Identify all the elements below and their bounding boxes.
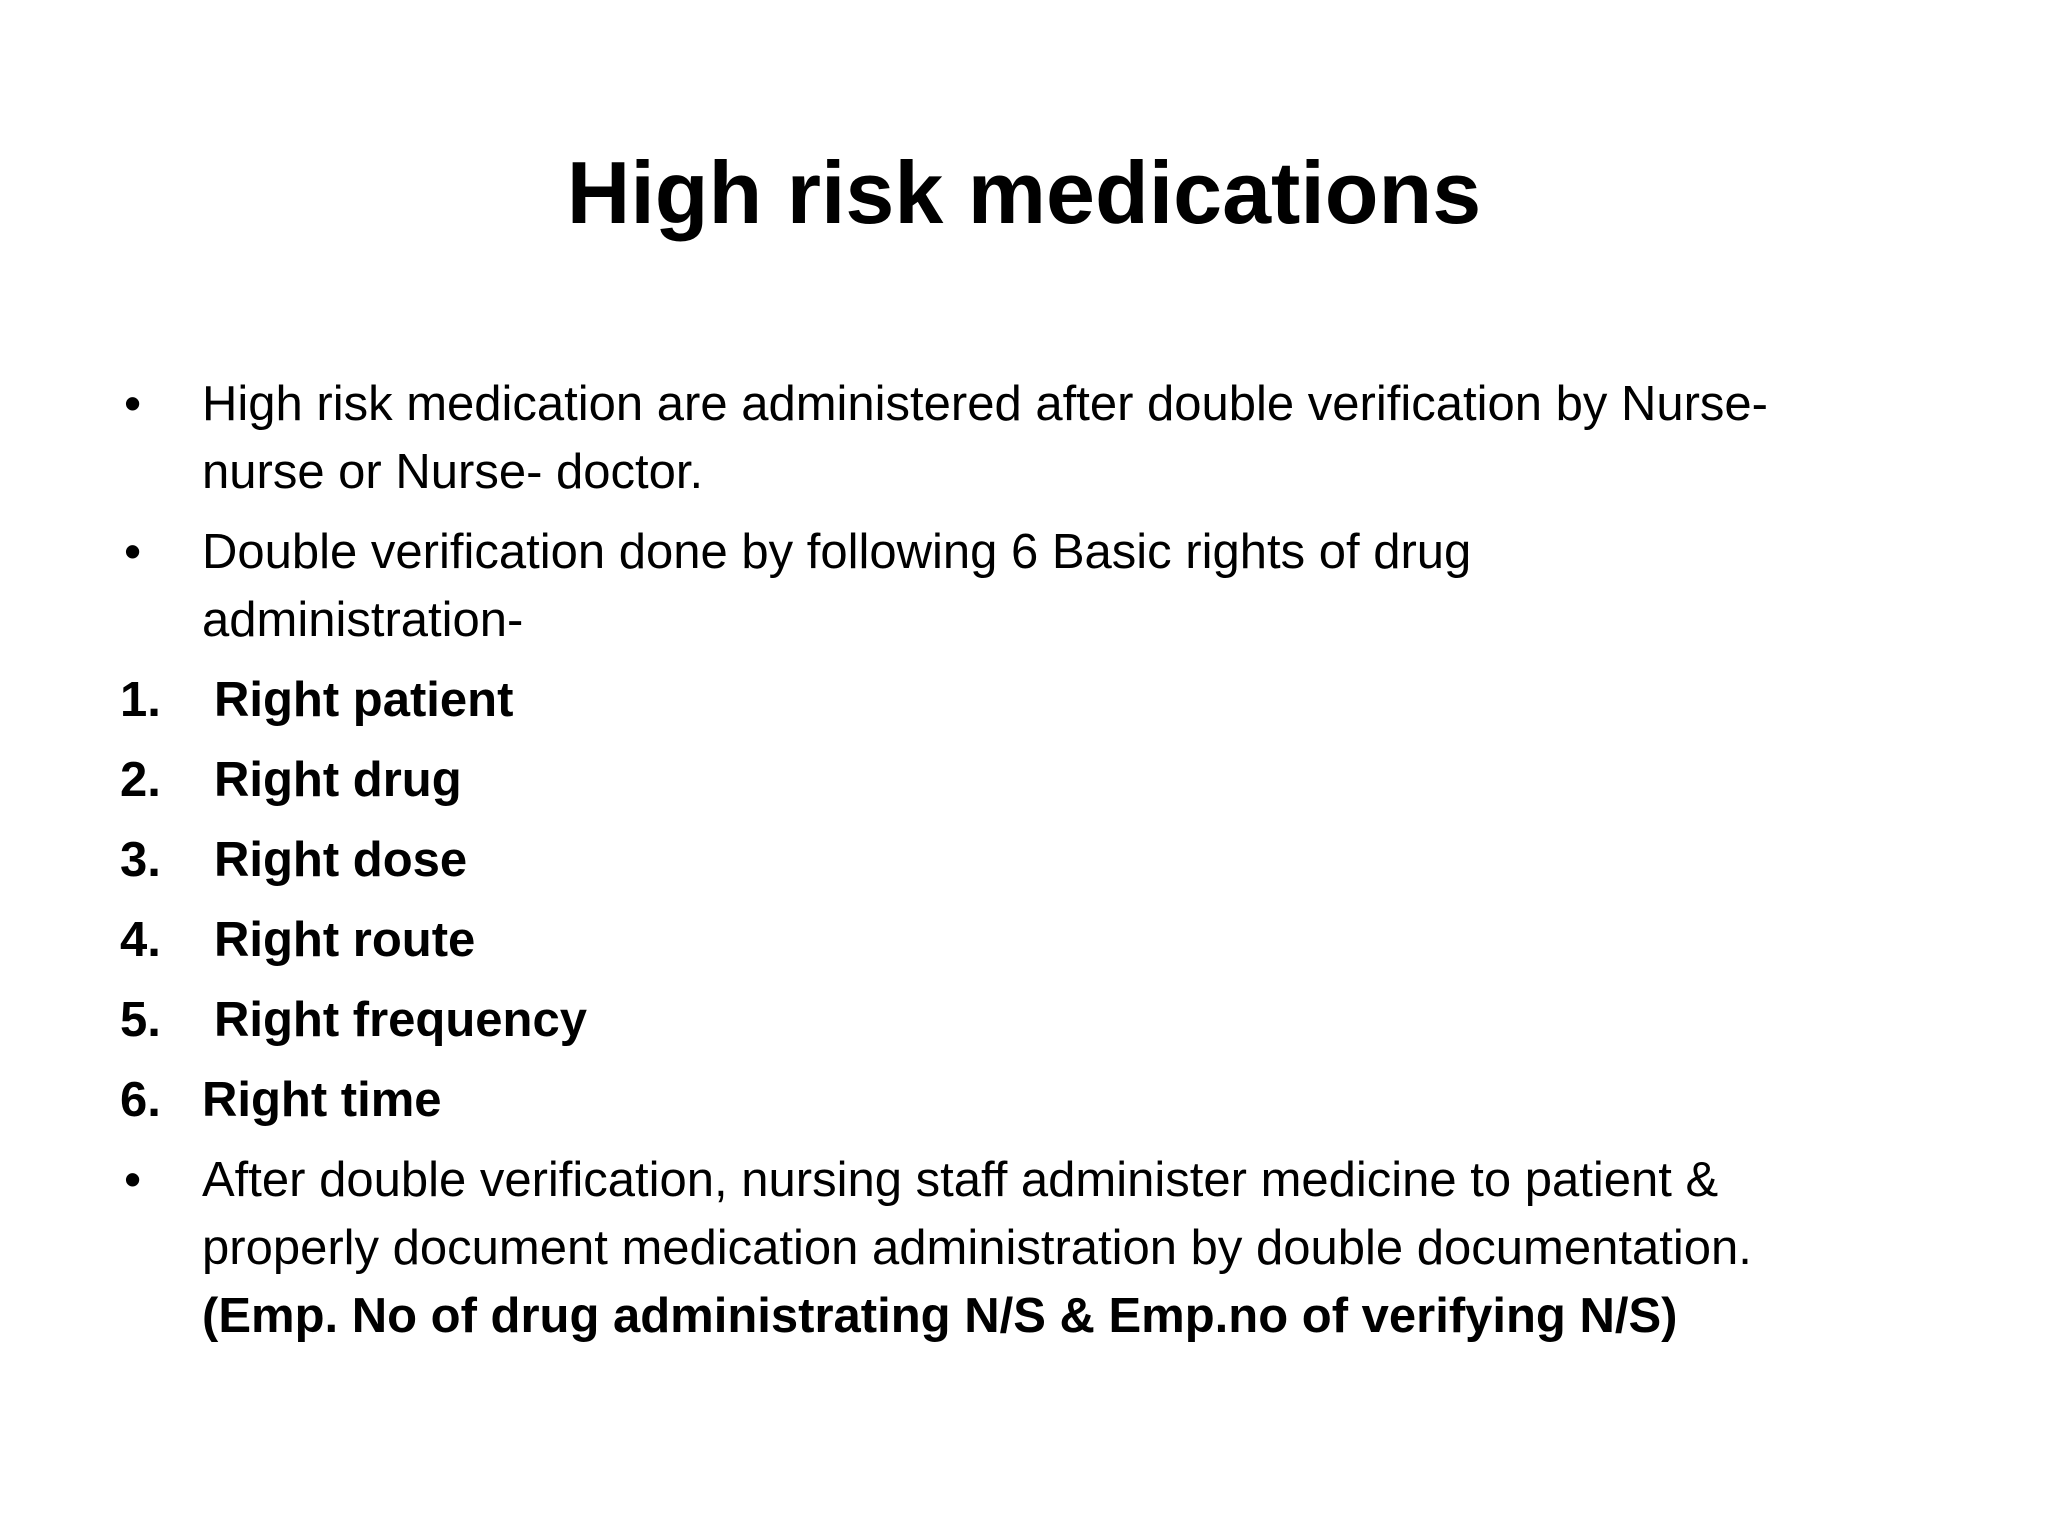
rights-list-item	[120, 906, 1980, 974]
bullet-text-line: properly document medication administration by double documentation.	[202, 1221, 1752, 1275]
right-label: Right frequency	[214, 993, 587, 1047]
right-label: Right route	[214, 913, 476, 967]
bullet-marker: •	[124, 377, 142, 431]
bullet-marker: •	[124, 1153, 142, 1207]
list-number: 2.	[120, 753, 161, 807]
rights-list-item	[120, 666, 1980, 734]
slide-title: High risk medications	[566, 143, 1482, 242]
list-number: 1.	[120, 673, 161, 727]
bullet-item-basic-rights	[120, 518, 1980, 654]
bullet-text-line: After double verification, nursing staff administer medicine to patient &	[202, 1153, 1719, 1207]
bullet-text-line: Double verification done by following 6 Basic rights of drug	[202, 525, 1472, 579]
bullet-item-documentation	[120, 1146, 1980, 1350]
list-number: 6.	[120, 1073, 161, 1127]
rights-list-item	[120, 826, 1980, 894]
right-label: Right dose	[214, 833, 468, 887]
bullet-text-line: nurse or Nurse- doctor.	[202, 445, 704, 499]
right-label: Right patient	[214, 673, 514, 727]
bullet-text-line: administration-	[202, 593, 524, 647]
right-label: Right drug	[214, 753, 462, 807]
list-number: 3.	[120, 833, 161, 887]
rights-list-item	[120, 1066, 1980, 1134]
right-label: Right time	[202, 1073, 442, 1127]
rights-list-item	[120, 746, 1980, 814]
bullet-marker: •	[124, 525, 142, 579]
slide-body	[120, 370, 1980, 1362]
rights-list-item	[120, 986, 1980, 1054]
list-number: 5.	[120, 993, 161, 1047]
bullet-text-line: High risk medication are administered after double verification by Nurse-	[202, 377, 1768, 431]
list-number: 4.	[120, 913, 161, 967]
bullet-item-double-verification	[120, 370, 1980, 506]
bullet-bold-note: (Emp. No of drug administrating N/S & Emp.no of verifying N/S)	[202, 1289, 1678, 1343]
